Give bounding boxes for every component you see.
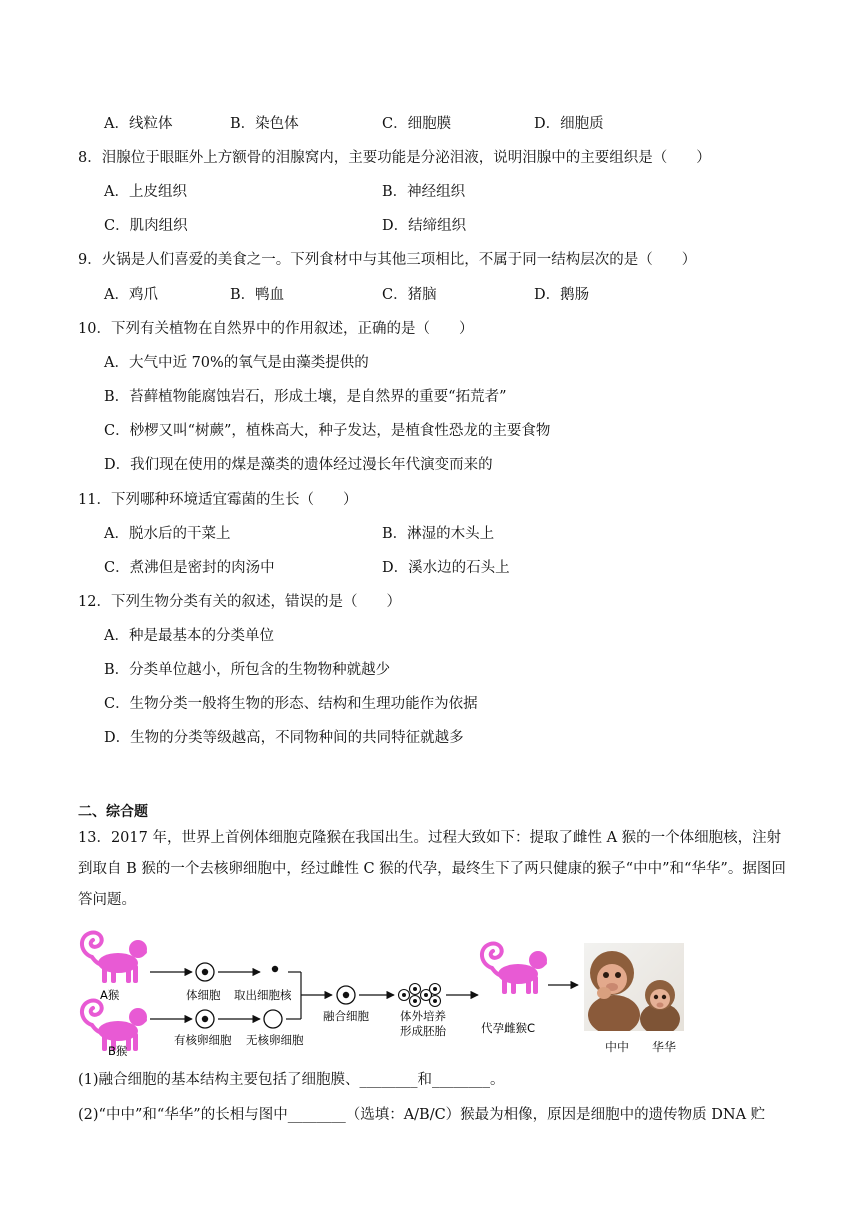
label-monkey-a: A猴 [100,988,120,1002]
egg-no-nucleus-icon [264,1010,282,1028]
monkey-c-icon [482,943,547,994]
q9-option-a: A．鸡爪 [104,287,158,303]
q12-option-c: C．生物分类一般将生物的形态、结构和生理功能作为依据 [104,696,478,712]
label-huahua: 华华 [652,1040,677,1054]
q13-sub2: (2)“中中”和“华华”的长相与图中________（选填：A/B/C）猴最为相像，原因是细胞中的遗传物质 DNA 贮 [78,1107,766,1123]
q12-option-d: D．生物的分类等级越高，不同物种间的共同特征就越多 [104,730,464,746]
q11-stem: 11．下列哪种环境适宜霉菌的生长（ ） [78,492,358,508]
q9-option-b: B．鸭血 [230,287,285,303]
q11-option-d: D．溪水边的石头上 [382,560,510,576]
q12-option-a: A．种是最基本的分类单位 [104,628,274,644]
label-zhongzhong: 中中 [605,1040,630,1054]
q10-option-a: A．大气中近 70%的氧气是由藻类提供的 [104,355,369,371]
baby-monkeys-photo [584,943,684,1031]
label-egg-no-nucleus: 无核卵细胞 [246,1033,304,1047]
q7-option-c: C．细胞膜 [382,116,452,132]
label-extract-nucleus: 取出细胞核 [234,988,292,1002]
q9-option-d: D．鹅肠 [534,287,590,303]
q7-option-b: B．染色体 [230,116,299,132]
q8-option-d: D．结缔组织 [382,218,467,234]
nucleus-icon [272,966,278,972]
q9-stem: 9．火锅是人们喜爱的美食之一。下列食材中与其他三项相比，不属于同一结构层次的是（ ） [78,252,697,268]
q8-option-b: B．神经组织 [382,184,466,200]
label-egg-with-nucleus: 有核卵细胞 [174,1033,232,1047]
q10-option-b: B．苔藓植物能腐蚀岩石，形成土壤，是自然界的重要“拓荒者” [104,389,507,405]
section-heading: 二、综合题 [78,804,148,820]
q10-option-d: D．我们现在使用的煤是藻类的遗体经过漫长年代演变而来的 [104,457,493,473]
q7-option-a: A．线粒体 [104,116,173,132]
q8-option-c: C．肌肉组织 [104,218,188,234]
q12-option-b: B．分类单位越小，所包含的生物物种就越少 [104,662,391,678]
q13-sub1: (1)融合细胞的基本结构主要包括了细胞膜、________和________。 [78,1072,505,1088]
label-culture-1: 体外培养 [400,1009,446,1023]
q8-option-a: A．上皮组织 [104,184,187,200]
label-fused-cell: 融合细胞 [323,1009,369,1023]
label-somatic-cell: 体细胞 [186,988,221,1002]
q11-option-b: B．淋湿的木头上 [382,526,495,542]
embryo-icon [399,984,441,1007]
label-surrogate: 代孕雌猴C [481,1021,536,1035]
label-culture-2: 形成胚胎 [400,1024,446,1038]
q11-option-a: A．脱水后的干菜上 [104,526,231,542]
q10-stem: 10．下列有关植物在自然界中的作用叙述，正确的是（ ） [78,321,474,337]
q9-option-c: C．猪脑 [382,287,437,303]
monkey-a-icon [82,932,147,983]
cloning-diagram [78,925,598,1060]
q10-option-c: C．桫椤又叫“树蕨”，植株高大，种子发达，是植食性恐龙的主要食物 [104,423,551,439]
q8-stem: 8．泪腺位于眼眶外上方额骨的泪腺窝内，主要功能是分泌泪液，说明泪腺中的主要组织是（ ） [78,150,711,166]
q7-option-d: D．细胞质 [534,116,604,132]
q12-stem: 12．下列生物分类有关的叙述，错误的是（ ） [78,594,401,610]
q13-stem: 13．2017 年，世界上首例体细胞克隆猴在我国出生。过程大致如下：提取了雌性 A 猴的一个体细胞核，注射到取自 B 猴的一个去核卵细胞中，经过雌性 C 猴的代孕，最终生下了两只健康的猴子“中中”和“华华”。据图回答问题。 [78,830,786,908]
label-monkey-b: B猴 [108,1044,128,1058]
q11-option-c: C．煮沸但是密封的肉汤中 [104,560,275,576]
